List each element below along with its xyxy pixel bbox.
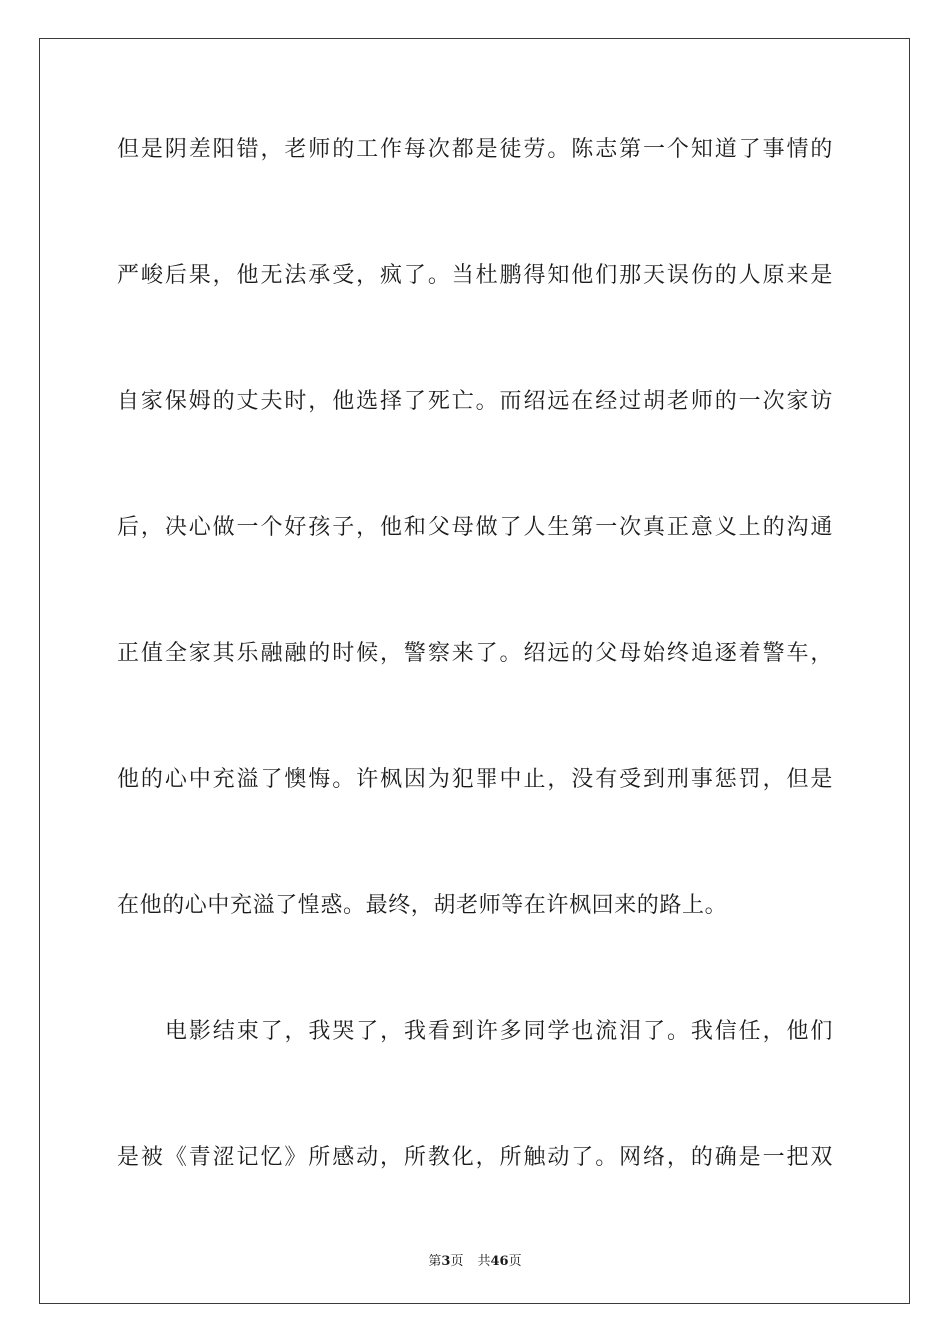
total-suffix: 页 (508, 1254, 522, 1269)
text-line: 但是阴差阳错，老师的工作每次都是徒劳。陈志第一个知道了事情的 (117, 137, 833, 162)
page-footer (0, 1250, 950, 1269)
page-suffix: 页 (450, 1254, 464, 1269)
text-line: 在他的心中充溢了惶惑。最终，胡老师等在许枫回来的路上。 (117, 893, 728, 918)
page-prefix: 第 (428, 1254, 442, 1269)
text-line: 正值全家其乐融融的时候，警察来了。绍远的父母始终追逐着警车， (117, 641, 833, 666)
body-text (117, 124, 833, 1258)
total-prefix: 共 (477, 1254, 491, 1269)
text-line: 后，决心做一个好孩子，他和父母做了人生第一次真正意义上的沟通 (117, 515, 833, 540)
text-line: 是被《青涩记忆》所感动，所教化，所触动了。网络，的确是一把双 (117, 1145, 833, 1170)
text-line: 他的心中充溢了懊悔。许枫因为犯罪中止，没有受到刑事惩罚，但是 (117, 767, 833, 792)
text-line: 严峻后果，他无法承受，疯了。当杜鹏得知他们那天误伤的人原来是 (117, 263, 833, 288)
total-pages: 46 (490, 1254, 509, 1269)
paragraph-first-line: 电影结束了，我哭了，我看到许多同学也流泪了。我信任，他们 (165, 1019, 833, 1044)
text-line: 自家保姆的丈夫时，他选择了死亡。而绍远在经过胡老师的一次家访 (117, 389, 833, 414)
page-number: 3 (441, 1254, 451, 1269)
